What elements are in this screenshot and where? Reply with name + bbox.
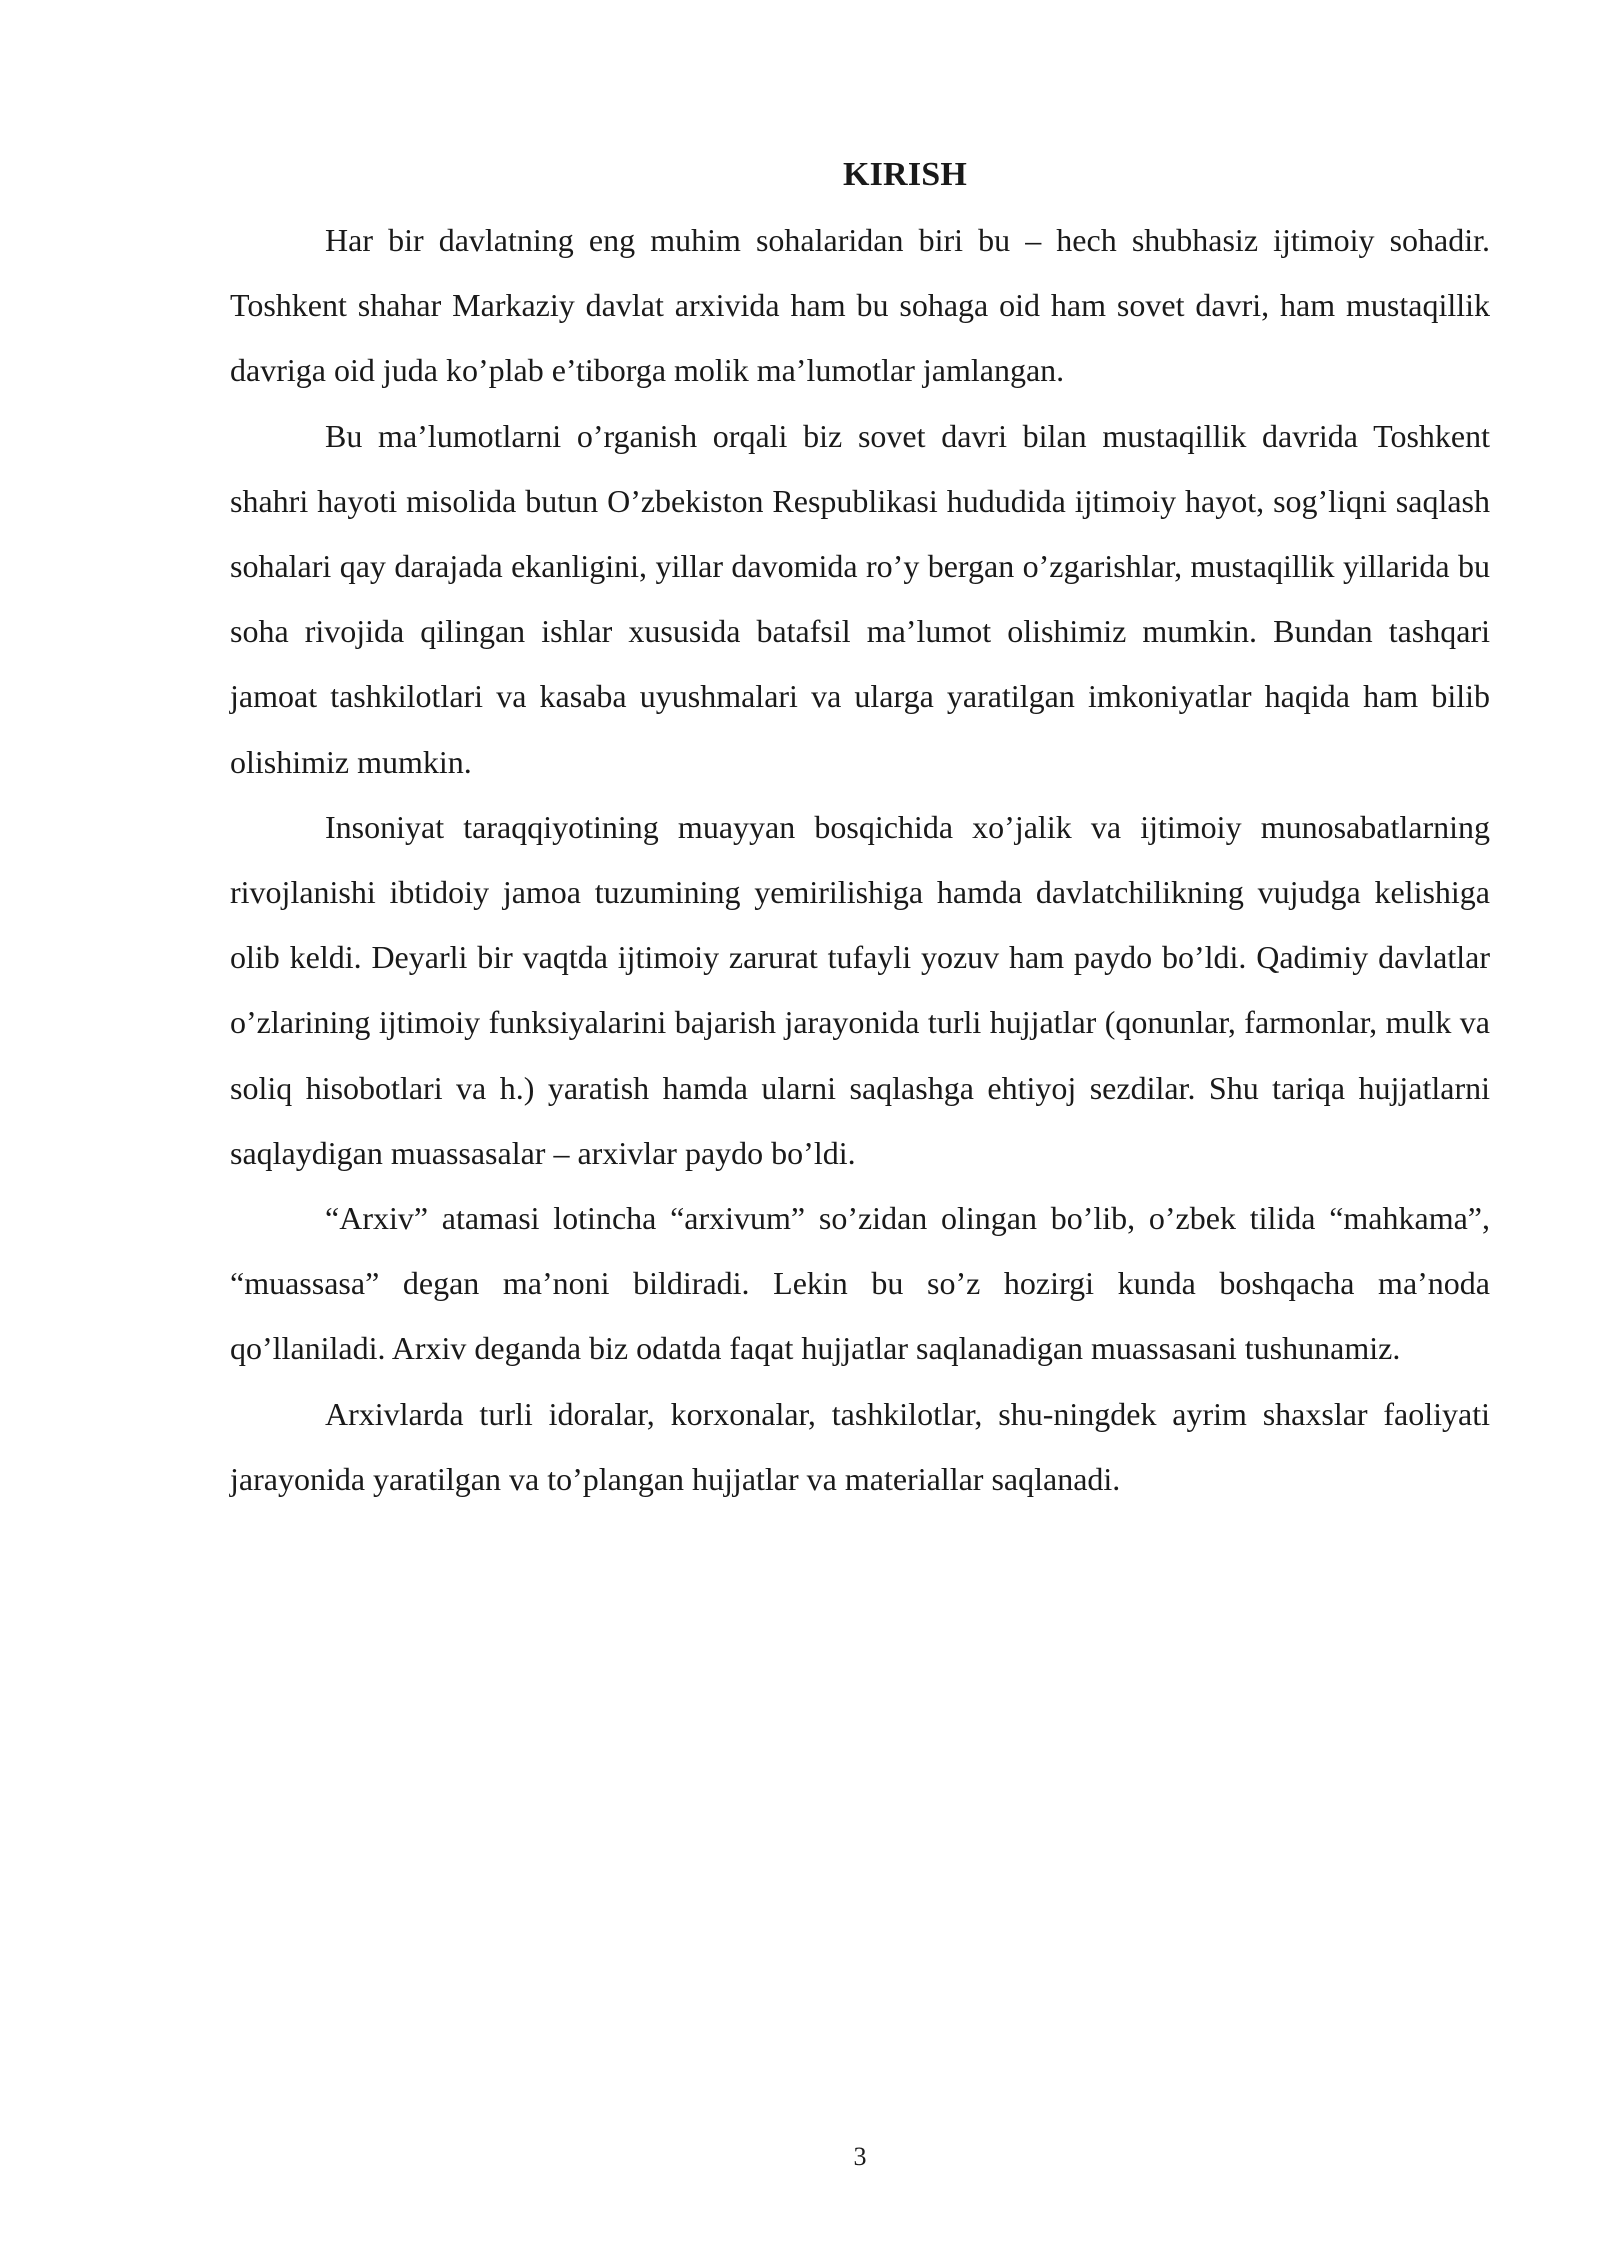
paragraph: Insoniyat taraqqiyotining muayyan bosqichida xo’jalik va ijtimoiy munosabatlarning rivojlanishi ibtidoiy jamoa tuzumining yemirilishiga hamda davlatchilikning vujudga kelishiga olib keldi. Deyarli bir vaqtda ijtimoiy zarurat tufayli yozuv ham paydo bo’ldi. Qadimiy davlatlar o’zlarining ijtimoiy funksiyalarini bajarish jarayonida turli hujjatlar (qonunlar, farmonlar, mulk va soliq hisobotlari va h.) yaratish hamda ularni saqlashga ehtiyoj sezdilar. Shu tariqa hujjatlarni saqlaydigan muassasalar – arxivlar paydo bo’ldi. <box>230 808 1490 1171</box>
paragraph: Bu ma’lumotlarni o’rganish orqali biz sovet davri bilan mustaqillik davrida Toshkent shahri hayoti misolida butun O’zbekiston Respublikasi hududida ijtimoiy hayot, sog’liqni saqlash sohalari qay darajada ekanligini, yillar davomida ro’y bergan o’zgarishlar, mustaqillik yillarida bu soha rivojida qilingan ishlar xususida batafsil ma’lumot olishimiz mumkin. Bundan tashqari jamoat tashkilotlari va kasaba uyushmalari va ularga yaratilgan imkoniyatlar haqida ham bilib olishimiz mumkin. <box>230 417 1490 780</box>
paragraph: Arxivlarda turli idoralar, korxonalar, tashkilotlar, shu-ningdek ayrim shaxslar faoliyati jarayonida yaratilgan va to’plangan hujjatlar va materiallar saqlanadi. <box>230 1395 1490 1497</box>
page-number: 3 <box>853 2142 867 2171</box>
paragraph: “Arxiv” atamasi lotincha “arxivum” so’zidan olingan bo’lib, o’zbek tilida “mahkama”, “muassasa” degan ma’noni bildiradi. Lekin bu so’z hozirgi kunda boshqacha ma’noda qo’llaniladi. Arxiv deganda biz odatda faqat hujjatlar saqlanadigan muassasani tushunamiz. <box>230 1200 1490 1367</box>
paragraph: Har bir davlatning eng muhim sohalaridan biri bu – hech shubhasiz ijtimoiy sohadir. Toshkent shahar Markaziy davlat arxivida ham bu sohaga oid ham sovet davri, ham mustaqillik davriga oid juda ko’plab e’tiborga molik ma’lumotlar jamlangan. <box>230 222 1490 389</box>
page-heading: KIRISH <box>842 156 968 193</box>
body-text <box>230 208 1490 1512</box>
